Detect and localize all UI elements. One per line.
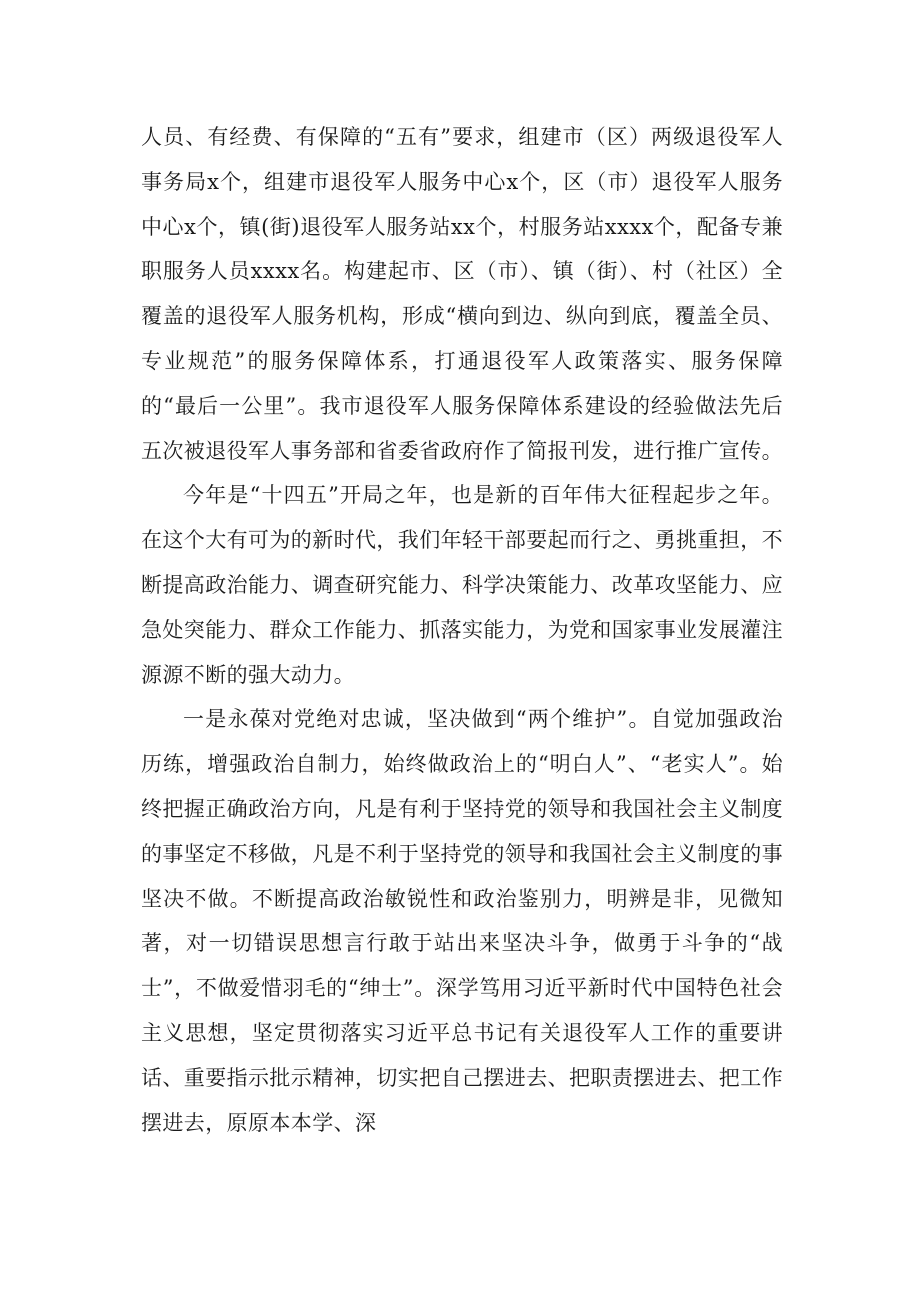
document-body [141,115,783,1145]
paragraph-continuation: 人员、有经费、有保障的“五有”要求，组建市（区）两级退役军人事务局x个，组建市退役军人服务中心x个，区（市）退役军人服务中心x个，镇(街)退役军人服务站xx个，村服务站xxxx个，配备专兼职服务人员xxxx名。构建起市、区（市）、镇（街）、村（社区）全覆盖的退役军人服务机构，形成“横向到边、纵向到底，覆盖全员、专业规范”的服务保障体系，打通退役军人政策落实、服务保障的“最后一公里”。我市退役军人服务保障体系建设的经验做法先后五次被退役军人事务部和省委省政府作了简报刊发，进行推广宣传。 [141,125,783,463]
paragraph-fourteenth-five-year: 今年是“十四五”开局之年，也是新的百年伟大征程起步之年。在这个大有可为的新时代，我们年轻干部要起而行之、勇挑重担，不断提高政治能力、调查研究能力、科学决策能力、改革攻坚能力、应急处突能力、群众工作能力、抓落实能力，为党和国家事业发展灌注源源不断的强大动力。 [141,483,783,687]
paragraph-loyalty-to-party: 一是永葆对党绝对忠诚，坚决做到“两个维护”。自觉加强政治历练，增强政治自制力，始终做政治上的“明白人”、“老实人”。始终把握正确政治方向，凡是有利于坚持党的领导和我国社会主义制度的事坚定不移做，凡是不利于坚持党的领导和我国社会主义制度的事坚决不做。不断提高政治敏锐性和政治鉴别力，明辨是非，见微知著，对一切错误思想言行敢于站出来坚决斗争，做勇于斗争的“战士”，不做爱惜羽毛的“绅士”。深学笃用习近平新时代中国特色社会主义思想，坚定贯彻落实习近平总书记有关退役军人工作的重要讲话、重要指示批示精神，切实把自己摆进去、把职责摆进去、把工作摆进去，原原本本学、深 [141,707,783,1135]
